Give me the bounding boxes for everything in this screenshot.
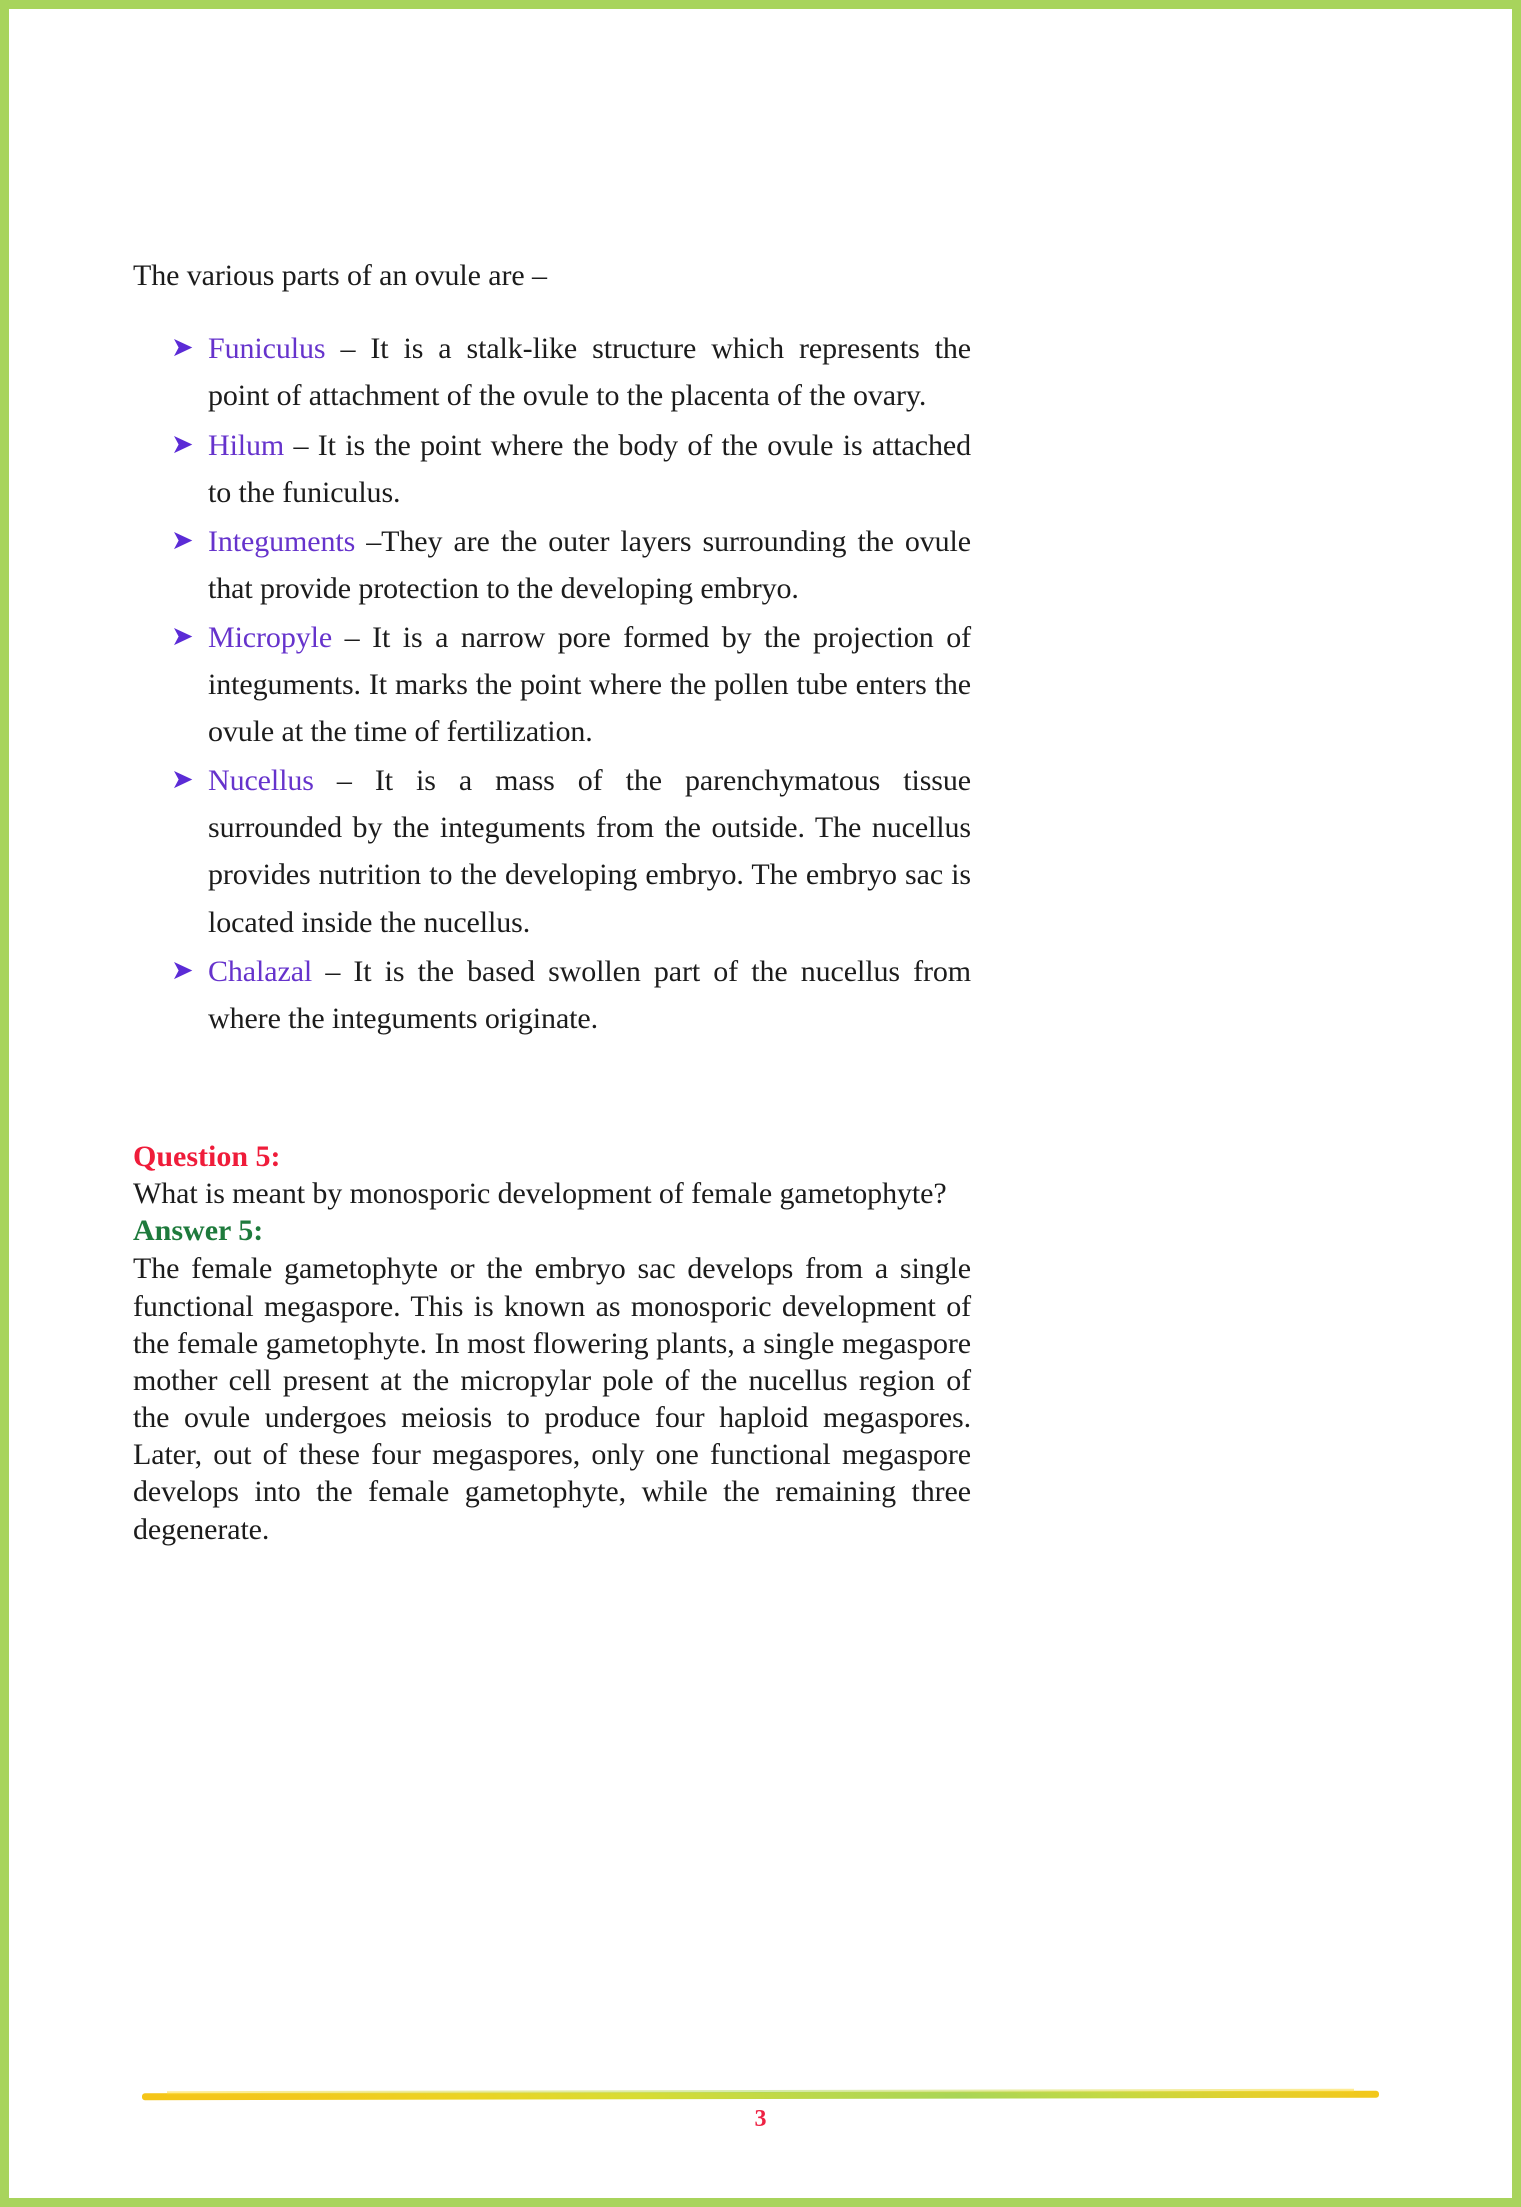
page-footer [9, 2070, 1512, 2140]
list-item-body [208, 422, 971, 516]
ovule-parts-list [133, 325, 971, 1041]
page-content [133, 227, 971, 1548]
list-item-description: – It is the based swollen part of the nucellus from where the integuments originate. [208, 954, 971, 1035]
list-item [133, 325, 971, 419]
list-item [133, 422, 971, 516]
list-item [133, 948, 971, 1042]
page-number: 3 [754, 2106, 767, 2132]
list-item-body [208, 614, 971, 755]
list-item-description: – It is a narrow pore formed by the projection of integuments. It marks the point where the pollen tube enters the ovule at the time of fertilization. [208, 620, 971, 749]
list-item-description: –They are the outer layers surrounding the ovule that provide protection to the developing embryo. [208, 524, 971, 605]
intro-paragraph: The various parts of an ovule are – [133, 259, 547, 292]
answer-text: The female gametophyte or the embryo sac develops from a single functional megaspore. This is known as monosporic development of the female gametophyte. In most flowering plants, a single megaspore mother cell present at the micropylar pole of the nucellus region of the ovule undergoes meiosis to produce four haploid megaspores. Later, out of these four megaspores, only one functional megaspore develops into the female gametophyte, while the remaining three degenerate. [133, 1252, 971, 1546]
list-item-body [208, 518, 971, 612]
answer-heading: Answer 5: [133, 1214, 264, 1248]
list-item-term: Integuments [208, 524, 356, 558]
list-item-description: – It is the point where the body of the ovule is attached to the funiculus. [208, 428, 971, 509]
list-item [133, 757, 971, 945]
question-text: What is meant by monosporic development of female gametophyte? [133, 1176, 947, 1210]
list-item-body [208, 757, 971, 945]
list-item [133, 614, 971, 755]
list-item-body [208, 948, 971, 1042]
question-heading: Question 5: [133, 1139, 281, 1173]
question-answer-block [133, 1138, 971, 1548]
arrow-bullet-icon: ➤ [171, 332, 194, 363]
list-item-term: Nucellus [208, 764, 314, 798]
arrow-bullet-icon: ➤ [171, 764, 194, 795]
arrow-bullet-icon: ➤ [171, 620, 194, 651]
list-item-description: – It is a mass of the parenchymatous tissue surrounded by the integuments from the outside. The nucellus provides nutrition to the developing embryo. The embryo sac is located inside the nucellus. [208, 764, 971, 939]
arrow-bullet-icon: ➤ [171, 428, 194, 459]
list-item-term: Micropyle [208, 620, 333, 654]
arrow-bullet-icon: ➤ [171, 954, 194, 985]
list-item-body [208, 325, 971, 419]
list-item-term: Chalazal [208, 954, 313, 988]
arrow-bullet-icon: ➤ [171, 524, 194, 555]
list-item [133, 518, 971, 612]
footer-divider [142, 2091, 1379, 2101]
list-item-description: – It is a stalk-like structure which represents the point of attachment of the ovule to the placenta of the ovary. [208, 332, 971, 413]
list-item-term: Hilum [208, 428, 285, 462]
list-item-term: Funiculus [208, 332, 326, 366]
